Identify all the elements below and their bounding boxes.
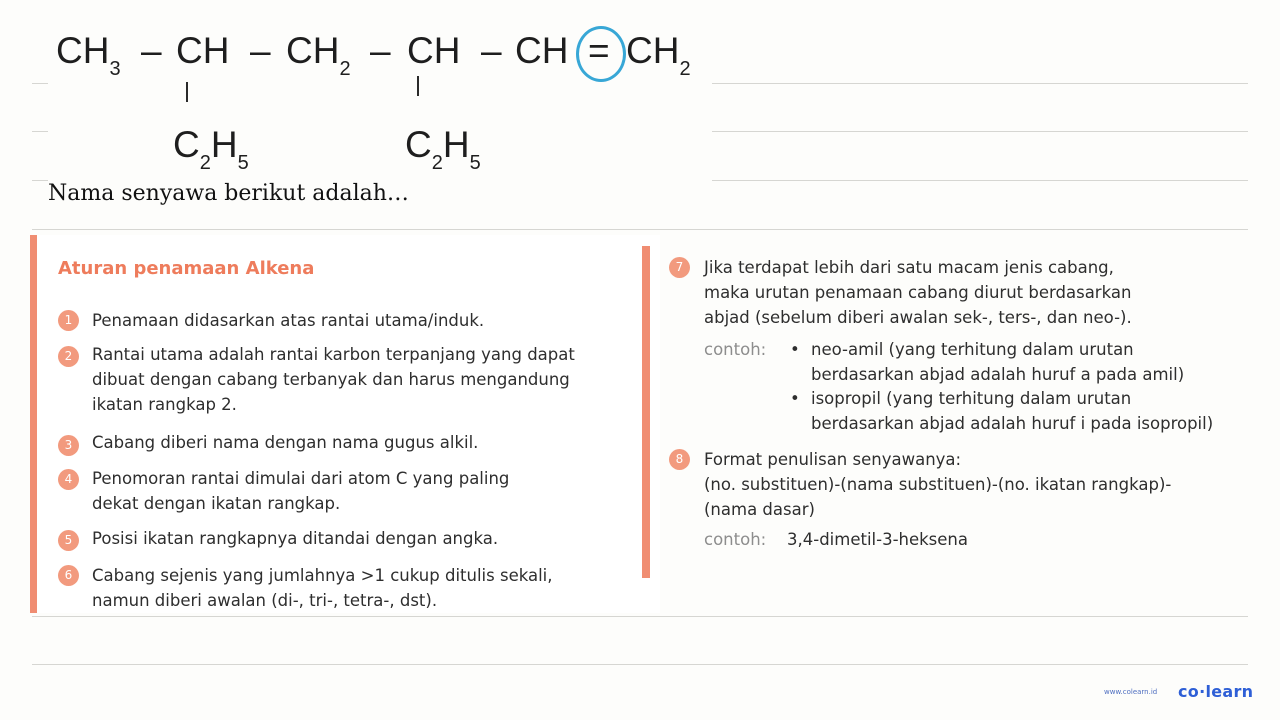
rule-item [704,447,1171,522]
rule-line: (no. substituen)-(nama substituen)-(no. ikatan rangkap)- [704,475,1172,494]
ch-group-c4: CH [407,30,461,71]
rule-number-badge: 2 [58,346,79,367]
ethyl-branch: $C_2H_5$ [173,124,249,174]
rule-item [92,430,478,455]
rule-item [92,308,484,333]
ch-group-c5: CH [515,30,569,71]
rule-number-badge: 5 [58,530,79,551]
rule-number-badge: 1 [58,310,79,331]
ruled-line [32,131,48,132]
question-text: Nama senyawa berikut adalah… [48,181,409,206]
example-label: contoh: [704,340,767,359]
single-bond: – [481,30,502,71]
rule-item [92,563,553,613]
example-bullet-item [811,337,1184,387]
ruled-line [32,180,48,181]
rule-line: ikatan rangkap 2. [92,395,237,414]
ruled-line [32,664,1248,665]
rule-line: dekat dengan ikatan rangkap. [92,494,341,513]
rule-line: Posisi ikatan rangkapnya ditandai dengan angka. [92,529,499,548]
rule-line: namun diberi awalan (di-, tri-, tetra-, dst). [92,591,438,610]
example-bullet-item [811,386,1213,436]
rule-line: abjad (sebelum diberi awalan sek-, ters-, dan neo-). [704,308,1132,327]
ruled-line [32,616,1248,617]
single-bond: – [250,30,271,71]
double-bond: = [588,30,610,71]
example-line: berdasarkan abjad adalah huruf a pada amil) [811,365,1185,384]
rules-panel [30,235,660,613]
ch3-group: $CH_3$ [56,30,121,80]
rule-line: Rantai utama adalah rantai karbon terpanjang yang dapat [92,345,575,364]
rule-line: (nama dasar) [704,500,815,519]
rule-line: dibuat dengan cabang terbanyak dan harus mengandung [92,370,570,389]
branch-bond-line [186,82,188,102]
rule-line: Penamaan didasarkan atas rantai utama/induk. [92,311,485,330]
rule-number-badge: 4 [58,469,79,490]
rule-line: Jika terdapat lebih dari satu macam jenis cabang, [704,258,1114,277]
ch-group-c2: CH [176,30,230,71]
ethyl-branch: $C_2H_5$ [405,124,481,174]
rule-number-badge: 6 [58,565,79,586]
example-value: 3,4-dimetil-3-heksena [787,530,969,549]
single-bond: – [370,30,391,71]
example-bullet: • [790,340,800,359]
ruled-line [712,131,1248,132]
rule-item [704,255,1132,330]
rule-item [92,526,498,551]
rule-item [92,342,575,417]
single-bond: – [141,30,162,71]
rule-line: Cabang diberi nama dengan nama gugus alkil. [92,433,479,452]
rule-number-badge: 8 [669,449,690,470]
ch2-group: $CH_2$ [286,30,351,80]
ruled-line [32,83,48,84]
rule-number-badge: 3 [58,435,79,456]
rule-line: Penomoran rantai dimulai dari atom C yang paling [92,469,510,488]
rule-line: Format penulisan senyawanya: [704,450,962,469]
ch2-terminal-group: $CH_2$ [626,30,691,80]
colearn-logo: co·learn [1178,682,1254,701]
rules-title: Aturan penamaan Alkena [58,258,315,279]
rule-item [92,466,509,516]
ruled-line [32,229,1248,230]
ruled-line [712,83,1248,84]
rule-line: Cabang sejenis yang jumlahnya >1 cukup ditulis sekali, [92,566,553,585]
example-line: isopropil (yang terhitung dalam urutan [811,389,1132,408]
rule-number-badge: 7 [669,257,690,278]
example-label: contoh: [704,530,767,549]
footer-url[interactable]: www.colearn.id [1104,688,1158,696]
column-divider [642,246,650,578]
rule-line: maka urutan penamaan cabang diurut berdasarkan [704,283,1132,302]
example-line: berdasarkan abjad adalah huruf i pada isopropil) [811,414,1214,433]
example-bullet: • [790,389,800,408]
branch-bond-line [417,76,419,96]
example-line: neo-amil (yang terhitung dalam urutan [811,340,1134,359]
ruled-line [712,180,1248,181]
